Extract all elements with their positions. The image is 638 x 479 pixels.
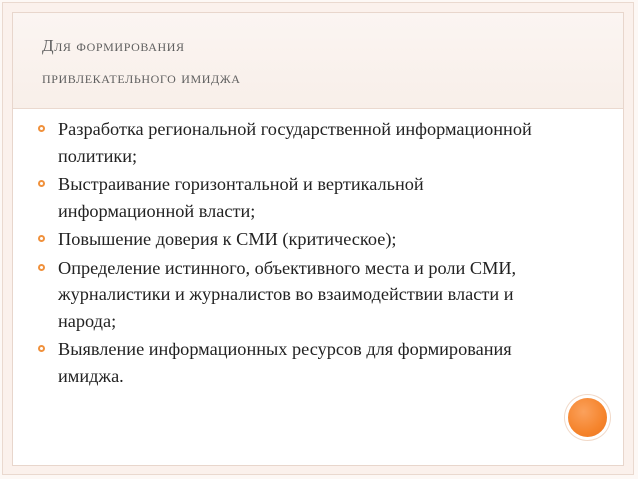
- circle-outline-icon: [38, 180, 45, 187]
- bullet-item: [36, 226, 536, 253]
- bullet-item: [36, 171, 536, 224]
- circle-outline-icon: [38, 235, 45, 242]
- slide-title-line-1: Для формирования: [42, 36, 185, 55]
- circle-outline-icon: [38, 264, 45, 271]
- decorative-orange-circle: [568, 398, 607, 437]
- bullet-list: [36, 116, 536, 391]
- circle-outline-icon: [38, 125, 45, 132]
- bullet-text: Выявление информационных ресурсов для формирования имиджа.: [58, 339, 512, 386]
- bullet-item: [36, 336, 536, 389]
- bullet-text: Выстраивание горизонтальной и вертикальной информационной власти;: [58, 174, 424, 221]
- bullet-item: [36, 255, 536, 335]
- bullet-item: [36, 116, 536, 169]
- slide-title: [42, 30, 240, 94]
- slide-title-line-2: привлекательного имиджа: [42, 68, 241, 87]
- bullet-text: Повышение доверия к СМИ (критическое);: [58, 229, 397, 249]
- bullet-text: Определение истинного, объективного места и роли СМИ, журналистики и журналистов во взаимодействии власти и народа;: [58, 257, 517, 331]
- bullet-text: Разработка региональной государственной информационной политики;: [58, 119, 532, 166]
- circle-outline-icon: [38, 345, 45, 352]
